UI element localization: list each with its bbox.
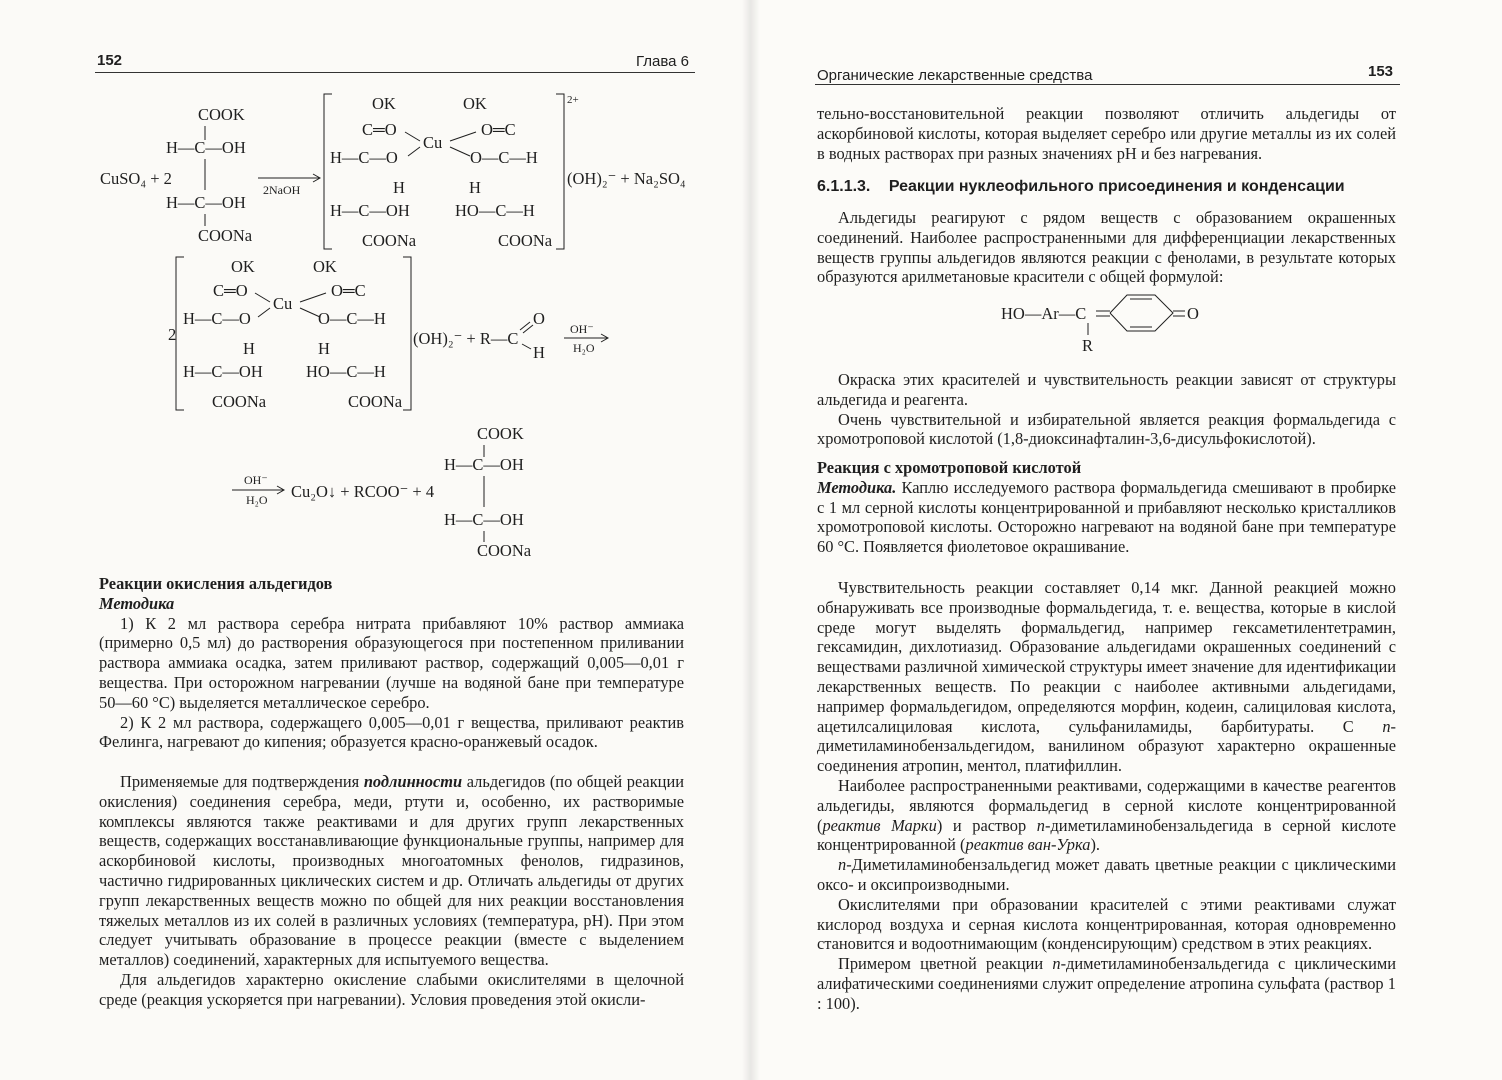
r1-oh-left: H—C—OH — [330, 201, 410, 220]
right-paragraph-6 — [817, 855, 1396, 895]
formula-oxygen: O — [1187, 304, 1199, 323]
r1-coord-arrow — [450, 132, 476, 141]
book-gutter-shadow — [742, 0, 760, 1080]
text-run: Применяемые для подтверждения — [120, 772, 364, 791]
r1-coona-right: COONa — [498, 231, 553, 250]
oxidation-step-1: 1) К 2 мл раствора серебра нитрата прибавляют 10% раствор аммиака (примерно 0,5 мл) до растворения образующегося при постепенном приливании раствора аммиака осадка, затем приливают раствор, содержащий 0,005—0,01 г вещества. При осторожном нагревании (лучше на водяной бане при температуре 50—60 °С) выделяется металлическое серебро. — [99, 613, 684, 712]
reaction-schemes — [0, 0, 751, 580]
r1-products: (OH)₂⁻ + Na₂SO₄ — [567, 169, 686, 188]
text-run: -Диметиламинобензальдегид может давать цветные реакции с циклическими оксо- и оксипроизводными. — [817, 855, 1396, 894]
r2-coona-left: COONa — [212, 392, 267, 411]
r1-h-left: H — [393, 178, 405, 197]
r1-ok-right: OK — [463, 94, 487, 113]
r1-bracket-right — [556, 94, 564, 249]
oxidation-heading: Реакции окисления альдегидов — [99, 574, 333, 593]
r1-coord-arrow — [405, 132, 420, 141]
r1-ligand-row2: H—C—OH — [166, 193, 246, 212]
r1-oh-right: HO—C—H — [455, 201, 535, 220]
r3-cond-bottom: H₂O — [246, 493, 268, 507]
right-page — [751, 0, 1502, 1080]
r2-row-left: H—C—O — [183, 309, 251, 328]
formula-chain: HO—Ar—C — [1001, 304, 1087, 323]
r3-ligand-row2: H—C—OH — [444, 510, 524, 529]
r2-cond-top: OH⁻ — [570, 322, 594, 336]
r2-reactant: (OH)₂⁻ + R—C — [413, 329, 519, 348]
r2-ok-left: OK — [231, 257, 255, 276]
text-run: Наиболее распространенными реактивами, содержащими в качестве реагентов альдегиды, являются формальдегид в серной кислоте концентрированной ( — [817, 775, 1396, 835]
r2-cu: Cu — [273, 294, 293, 313]
r1-bracket-left — [324, 94, 332, 249]
formula-r: R — [1082, 336, 1094, 355]
r3-ligand-bottom: COONa — [477, 541, 532, 560]
r1-ok-left: OK — [372, 94, 396, 113]
formula-ring — [1110, 295, 1173, 331]
section-heading — [817, 178, 1345, 196]
running-head-left: Глава 6 — [636, 53, 690, 70]
r2-oh-left: H—C—OH — [183, 362, 263, 381]
r1-condition: 2NaOH — [263, 183, 301, 197]
text-run: -диметиламинобензальдегидом, ванилином образуют характерно окрашенные соединения атропин, ментол, платифиллин. — [817, 716, 1396, 776]
right-block-2 — [817, 370, 1396, 449]
r1-reagent: CuSO₄ + 2 — [100, 169, 172, 188]
r2-bracket-right — [403, 257, 411, 410]
oxidation-section — [99, 574, 684, 752]
text-run: Примером цветной реакции — [838, 954, 1053, 974]
chromotropic-heading: Реакция с хромотроповой кислотой — [817, 458, 1082, 477]
section-title: Реакции нуклеофильного присоединения и конденсации — [888, 178, 1345, 195]
text-run: -диметиламинобензальдегида с циклическими алифатическими соединениями служит определение атропина сульфата (раствор 1 : 100). — [817, 954, 1396, 1013]
left-body — [99, 772, 684, 1010]
right-paragraph-4 — [817, 578, 1396, 776]
r2-h-right: H — [318, 339, 330, 358]
text-run: -диметиламинобензальдегида в серной кислоте концентрированной ( — [817, 815, 1397, 855]
arylmethane-formula — [991, 285, 1231, 355]
text-run-italic: п — [1052, 954, 1061, 974]
r2-cond-bottom: H₂O — [573, 341, 595, 355]
method-text: Каплю исследуемого раствора формальдегида смешивают в пробирке с 1 мл серной кислоты концентрированной и прибавляют несколько кристалликов хромотроповой кислоты. Осторожно нагревают на водяной бане при температуре 60 °С. Появляется фиолетовое окрашивание. — [817, 477, 1396, 557]
r1-ligand-row1: H—C—OH — [166, 138, 246, 157]
right-paragraph-8 — [817, 954, 1396, 1013]
r1-cu: Cu — [423, 133, 443, 152]
oxidation-method-label: Методика — [99, 593, 175, 613]
paragraph-text: Альдегиды реагируют с рядом веществ с образованием окрашенных соединений. Наиболее распространенными для дифференциации лекарственных веществ группы альдегидов являются реакции с фенолами, в результате которых образуются арилметановые красители с общей формулой: — [817, 208, 1396, 287]
r1-coord-arrow — [450, 147, 470, 156]
paragraph-text: Очень чувствительной и избирательной является реакция формальдегида с хромотроповой кислотой (1,8-диоксинафталин-3,6-дисульфокислотой). — [817, 409, 1396, 449]
r2-coord-arrow — [300, 308, 320, 317]
r3-products: Cu₂O↓ + RCOO⁻ + 4 — [291, 482, 435, 501]
r1-h-right: H — [469, 178, 481, 197]
text-run-emphasis: подлинности — [363, 772, 463, 791]
r2-coord-arrow — [300, 293, 326, 302]
section-number: 6.1.1.3. — [817, 178, 871, 195]
r1-co-left: C═O — [362, 120, 397, 139]
r1-ligand-bottom: COONa — [198, 226, 253, 245]
r2-coord-arrow — [255, 293, 270, 302]
text-run-italic: реактив Марки — [822, 815, 937, 835]
r2-bond-h — [522, 344, 531, 349]
right-paragraph-5 — [817, 776, 1396, 855]
chromotropic-method — [817, 478, 1396, 557]
r2-aldehyde-o: O — [533, 309, 545, 328]
r2-h-left: H — [243, 339, 255, 358]
right-paragraph-1 — [817, 208, 1396, 287]
oxidation-step-2: 2) К 2 мл раствора, содержащего 0,005—0,01 г вещества, приливают реактив Фелинга, нагревают до кипения; образуется красно-оранжевый осадок. — [99, 712, 684, 752]
r3-cond-top: OH⁻ — [244, 473, 268, 487]
method-label: Методика. — [817, 477, 897, 497]
r2-co-left: C═O — [213, 281, 248, 300]
r1-coona-left: COONa — [362, 231, 417, 250]
text-run-italic: п — [1382, 716, 1391, 736]
r3-ligand-row1: H—C—OH — [444, 455, 524, 474]
header-rule-right — [815, 84, 1400, 85]
r2-coefficient: 2 — [168, 325, 177, 344]
r1-ligand-top: COOK — [198, 105, 245, 124]
right-intro-text: тельно-восстановительной реакции позволяют отличить альдегиды от аскорбиновой кислоты, которая выделяет серебро или другие металлы из их солей в водных растворах при разных значениях pH и без нагревания. — [817, 104, 1396, 163]
r1-row-right: O—C—H — [470, 148, 538, 167]
r2-coord-arrow — [258, 308, 270, 317]
right-paragraph-7: Окислителями при образовании красителей с этими реактивами служат кислород воздуха и серная кислота концентрированная, которая одновременно становится и водоотнимающим (конденсирующим) средством в этих реакциях. — [817, 894, 1396, 954]
r1-charge: 2+ — [567, 94, 579, 106]
r2-bracket-left — [176, 257, 184, 410]
r2-oh-right: HO—C—H — [306, 362, 386, 381]
r2-aldehyde-h: H — [533, 343, 545, 362]
r2-co-right: O═C — [331, 281, 366, 300]
right-body — [817, 578, 1396, 1014]
r1-co-right: O═C — [481, 120, 516, 139]
running-head-right: Органические лекарственные средства — [817, 67, 1093, 84]
r2-coona-right: COONa — [348, 392, 403, 411]
text-run-italic: п — [838, 855, 847, 875]
text-run-italic: п — [1036, 815, 1045, 835]
text-run: альдегидов (по общей реакции окисления) соединения серебра, меди, ртути и, особенно, их растворимые комплексы являются также реактивами и для других групп лекарственных веществ, содержащих восстанавливающие функциональные группы, например для аскорбиновой кислоты, производных многоатомных фенолов, гидразинов, частично гидрированных циклических систем и др. Отличать альдегиды от других групп лекарственных веществ можно по общей для них реакции восстановления тяжелых металлов из их солей в различных условиях (температура, pH). При этом следует учитывать образование в процессе реакции (вместе с выделением металлов) соединений, характерных для испытуемого вещества. — [99, 772, 684, 970]
r1-row-left: H—C—O — [330, 148, 398, 167]
r1-coord-arrow — [408, 147, 420, 156]
text-run: ) и раствор — [936, 815, 1037, 835]
r3-ligand-top: COOK — [477, 424, 524, 443]
left-paragraph-1 — [99, 772, 684, 970]
r2-ok-right: OK — [313, 257, 337, 276]
page-number-right: 153 — [1368, 63, 1394, 80]
text-run: Чувствительность реакции составляет 0,14 мкг. Данной реакцией можно обнаруживать все производные формальдегида, т. е. вещества, которые в кислой среде могут выделять формальдегид, например гексаметилентетрамин, гексамидин, дихлотиазид. Образование альдегидами окрашенных соединений с веществами различной химической структуры имеет значение для идентификации лекарственных веществ. По реакции с наиболее активными альдегидами, например формальдегидом, определяются морфин, кодеин, салициловая кислота, ацетилсалициловая кислота, сульфаниламиды, барбитураты. С — [817, 578, 1396, 736]
page-number-left: 152 — [97, 52, 123, 69]
text-run-italic: реактив ван-Урка — [965, 835, 1091, 855]
chromotropic-section — [817, 458, 1396, 557]
text-run: ). — [1090, 835, 1101, 855]
paragraph-text: Окраска этих красителей и чувствительность реакции зависят от структуры альдегида и реагента. — [817, 370, 1396, 409]
r2-row-right: O—C—H — [318, 309, 386, 328]
right-intro — [817, 104, 1396, 163]
left-paragraph-2: Для альдегидов характерно окисление слабыми окислителями в щелочной среде (реакция ускоряется при нагревании). Условия проведения этой окисли- — [99, 969, 684, 1009]
